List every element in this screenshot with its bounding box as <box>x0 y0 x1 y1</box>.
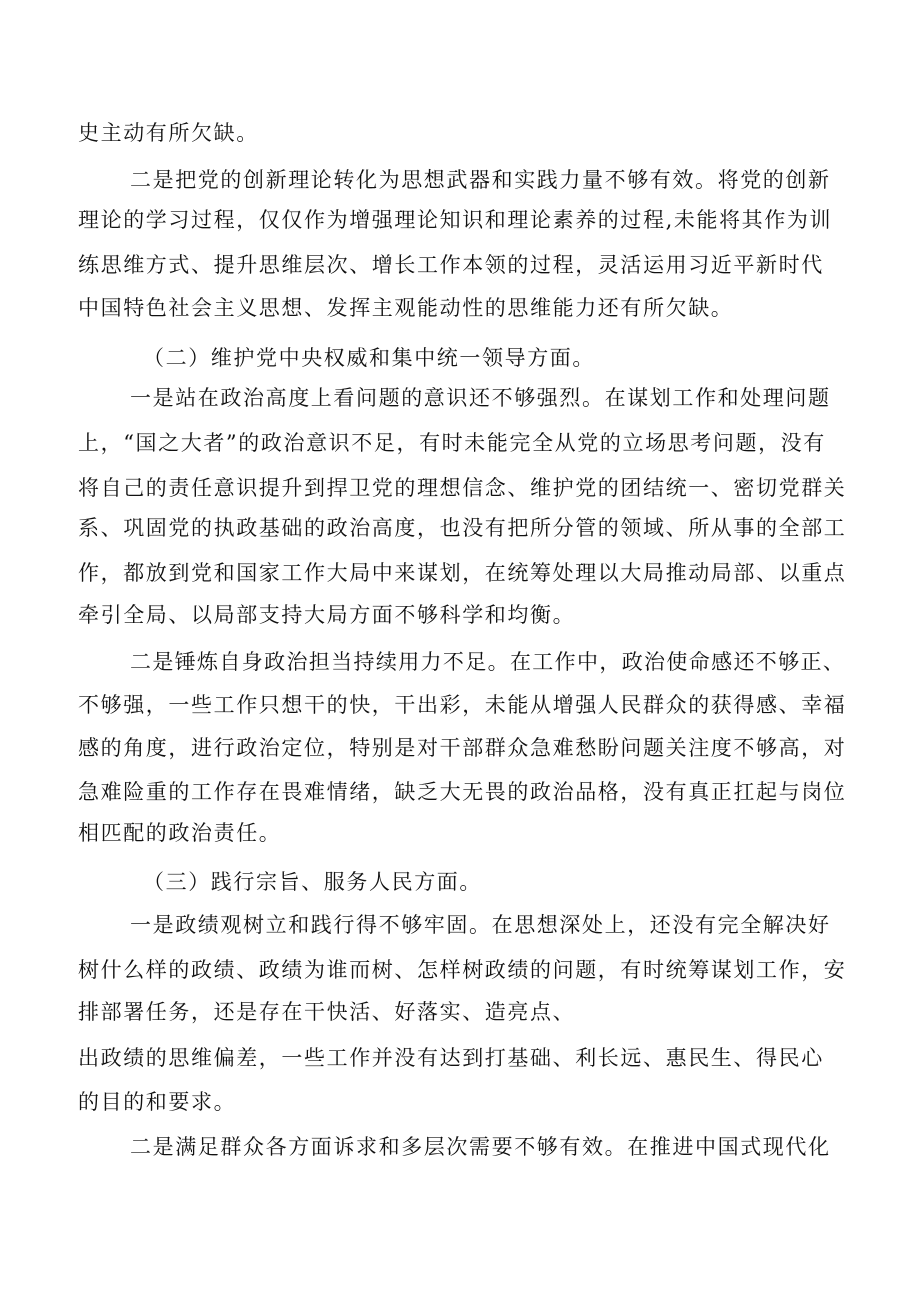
text-line: 作，都放到党和国家工作大局中来谋划，在统筹处理以大局推动局部、以重点 <box>78 561 847 585</box>
text-line: 的目的和要求。 <box>78 1090 237 1114</box>
text-line: 史主动有所欠缺。 <box>78 121 259 145</box>
text-line: 相匹配的政治责任。 <box>78 821 282 845</box>
text-line: 一是站在政治高度上看问题的意识还不够强烈。在谋划工作和处理问题 <box>130 386 831 410</box>
text-line: 上，“国之大者”的政治意识不足，有时未能完全从党的立场思考问题，没有 <box>78 431 826 455</box>
text-line: 急难险重的工作存在畏难情绪，缺乏大无畏的政治品格，没有真正扛起与岗位 <box>78 780 847 804</box>
text-line: 二是把党的创新理论转化为思想武器和实践力量不够有效。将党的创新 <box>130 168 831 192</box>
text-line: 出政绩的思维偏差，一些工作并没有达到打基础、利长远、惠民生、得民心 <box>78 1046 824 1070</box>
text-line: 树什么样的政绩、政绩为谁而树、怎样树政绩的问题，有时统筹谋划工作，安 <box>78 958 847 982</box>
section-heading: （三）践行宗旨、服务人民方面。 <box>143 870 482 894</box>
text-line: 系、巩固党的执政基础的政治高度，也没有把所分管的领域、所从事的全部工 <box>78 516 847 540</box>
text-line: 将自己的责任意识提升到捍卫党的理想信念、维护党的团结统一、密切党群关 <box>78 476 847 500</box>
text-line: 感的角度，进行政治定位，特别是对干部群众急难愁盼问题关注度不够高，对 <box>78 736 847 760</box>
text-line: 练思维方式、提升思维层次、增长工作本领的过程，灵活运用习近平新时代 <box>78 253 824 277</box>
text-line: 二是满足群众各方面诉求和多层次需要不够有效。在推进中国式现代化 <box>130 1135 831 1159</box>
text-line: 中国特色社会主义思想、发挥主观能动性的思维能力还有所欠缺。 <box>78 296 734 320</box>
section-heading: （二）维护党中央权威和集中统一领导方面。 <box>143 346 595 370</box>
text-line: 排部署任务，还是存在干快活、好落实、造亮点、 <box>78 1000 576 1024</box>
text-line: 一是政绩观树立和践行得不够牢固。在思想深处上，还没有完全解决好 <box>130 913 831 937</box>
text-line: 不够强，一些工作只想干的快，干出彩，未能从增强人民群众的获得感、幸福 <box>78 693 847 717</box>
text-line: 二是锤炼自身政治担当持续用力不足。在工作中，政治使命感还不够正、 <box>130 650 846 674</box>
text-line: 牵引全局、以局部支持大局方面不够科学和均衡。 <box>78 603 576 627</box>
text-line: 理论的学习过程，仅仅作为增强理论知识和理论素养的过程,未能将其作为训 <box>78 208 833 232</box>
